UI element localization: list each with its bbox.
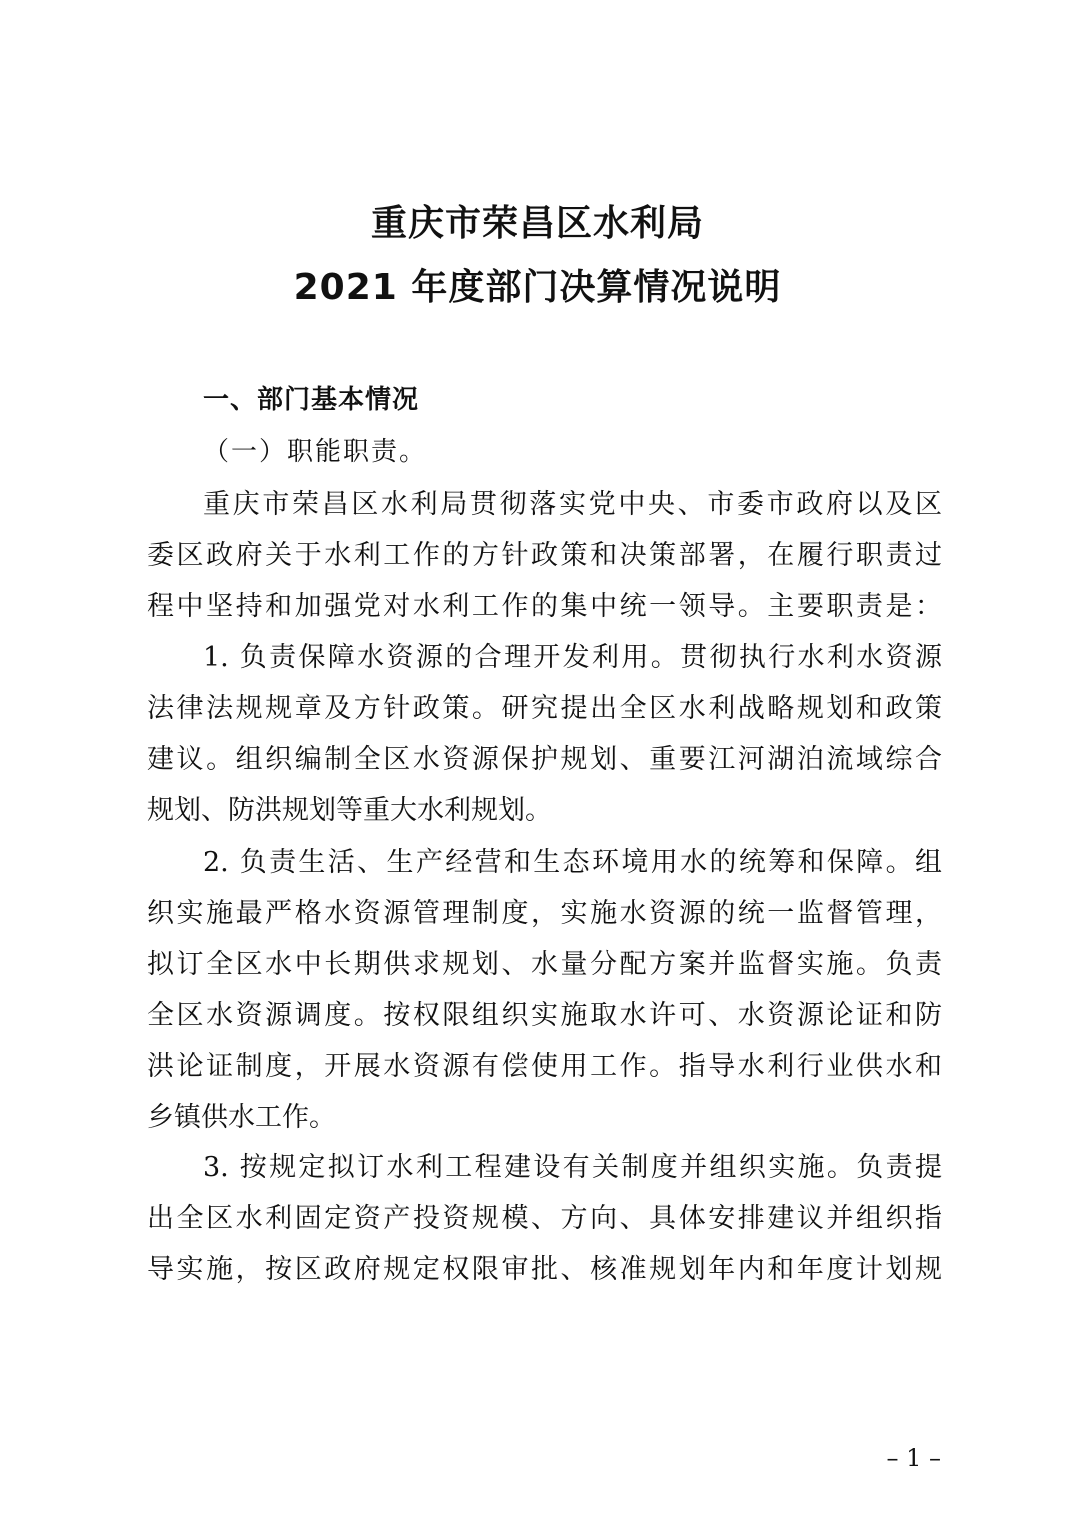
paragraph-line: 出全区水利固定资产投资规模、方向、具体安排建议并组织指: [147, 1203, 942, 1234]
paragraph-line: 3. 按规定拟订水利工程建设有关制度并组织实施。负责提: [203, 1152, 942, 1183]
paragraph-line: 委区政府关于水利工作的方针政策和决策部署，在履行职责过: [147, 540, 942, 571]
paragraph-line: 洪论证制度，开展水资源有偿使用工作。指导水利行业供水和: [147, 1051, 942, 1082]
paragraph-line: 2. 负责生活、生产经营和生态环境用水的统筹和保障。组: [203, 847, 942, 878]
section-heading: 一、部门基本情况: [203, 385, 420, 415]
paragraph-line: 程中坚持和加强党对水利工作的集中统一领导。主要职责是：: [147, 591, 942, 622]
paragraph-line: 1. 负责保障水资源的合理开发利用。贯彻执行水利水资源: [203, 642, 942, 673]
paragraph-line: 织实施最严格水资源管理制度，实施水资源的统一监督管理，: [147, 898, 942, 929]
paragraph-duty-2: [147, 837, 942, 1143]
subsection-heading: （一）职能职责。: [203, 437, 428, 467]
paragraph-line: 建议。组织编制全区水资源保护规划、重要江河湖泊流域综合: [147, 744, 942, 775]
paragraph-duty-3: [147, 1142, 942, 1295]
paragraph-intro: [147, 479, 942, 632]
page-number: – 1 –: [886, 1444, 941, 1472]
paragraph-line: 法律法规规章及方针政策。研究提出全区水利战略规划和政策: [147, 693, 942, 724]
paragraph-line: 规划、防洪规划等重大水利规划。: [147, 795, 552, 826]
paragraph-line: 重庆市荣昌区水利局贯彻落实党中央、市委市政府以及区: [203, 489, 942, 520]
paragraph-line: 全区水资源调度。按权限组织实施取水许可、水资源论证和防: [147, 1000, 942, 1031]
paragraph-line: 拟订全区水中长期供求规划、水量分配方案并监督实施。负责: [147, 949, 942, 980]
paragraph-line: 导实施，按区政府规定权限审批、核准规划年内和年度计划规: [147, 1254, 942, 1285]
paragraph-line: 乡镇供水工作。: [147, 1102, 336, 1133]
document-title-line-2: 2021 年度部门决算情况说明: [293, 267, 782, 308]
document-title-line-1: 重庆市荣昌区水利局: [370, 203, 704, 244]
paragraph-duty-1: [147, 632, 942, 836]
